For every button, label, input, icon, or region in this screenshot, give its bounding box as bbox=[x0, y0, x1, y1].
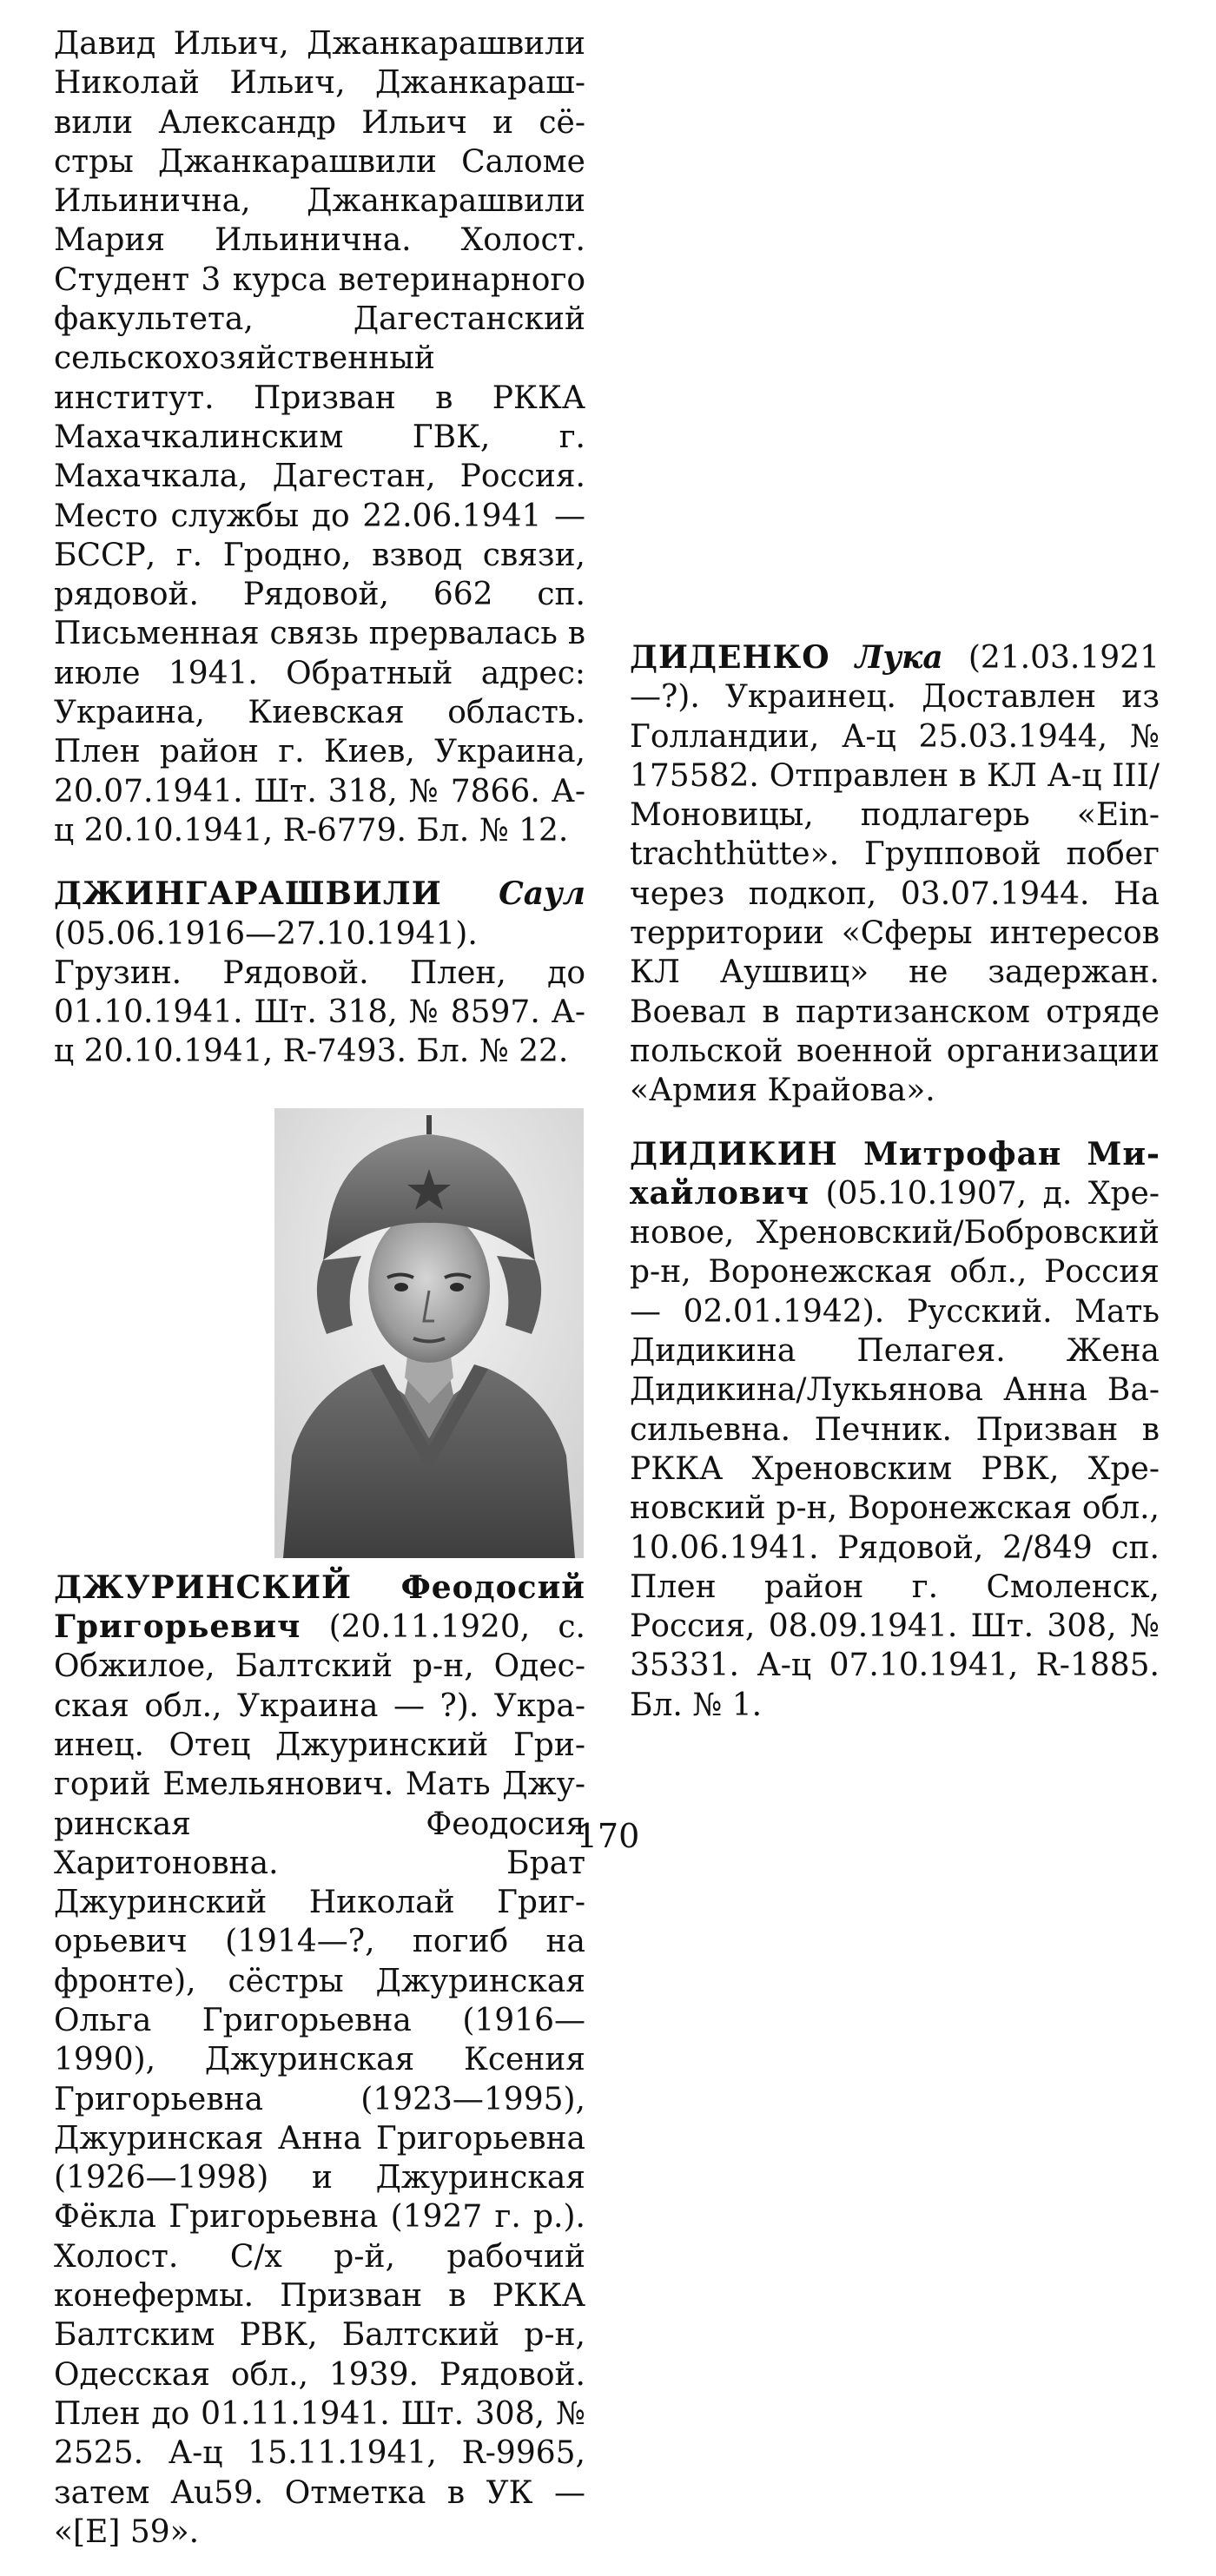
entry-didenko bbox=[630, 638, 1160, 1111]
portrait-photo-frame bbox=[271, 1101, 585, 1562]
entry-dzhingarashvili bbox=[54, 875, 585, 1071]
entry-text: (05.10.1907, д. Хреновое, Хреновский/Бобровский р-н, Воронежская обл., Россия — 02.01.1942). Русский. Мать Дидикина Пелагея. Жена Дидикина/Лукьянова Анна Васильевна. Печник. Призван в РККА Хреновским РВК, Хреновский р-н, Воронежская обл., 10.06.1941. Рядовой, 2/849 сп. Плен район г. Смоленск, Россия, 08.09.1941. Шт. 308, № 35331. А-ц 07.10.1941, R-1885. Бл. № 1. bbox=[630, 1175, 1160, 1723]
entry-surname: ДИДИКИН Митрофан Михайлович bbox=[630, 1135, 1160, 1212]
entry-text: (21.03.1921—?). Украинец. Доставлен из Голландии, А-ц 25.03.1944, № 175582. Отправлен в КЛ А-ц III/Моновицы, подлагерь «Eintrachthütte». Групповой побег через подкоп, 03.07.1944. На территории «Сферы интересов КЛ Аушвиц» не задержан. Воевал в партизанском отряде польской военной организации «Армия Крайова». bbox=[630, 640, 1160, 1109]
entry-didikin bbox=[630, 1135, 1160, 1725]
entry-surname: ДЖУРИНСКИЙ Феодосий Григорьевич bbox=[54, 1569, 585, 1646]
right-column-entries bbox=[630, 638, 1160, 1749]
continuation-paragraph: Давид Ильич, Джанкарашвили Николай Ильич, Джанкарашвили Александр Ильич и сёстры Джанкарашвили Саломе Ильинична, Джанкарашвили Мария Ильинична. Холост. Студент 3 курса ветеринарного факультета, Дагестанский сельскохозяйственный институт. Призван в РККА Махачкалинским ГВК, г. Махачкала, Дагестан, Россия. Место службы до 22.06.1941 — БССР, г. Гродно, взвод связи, рядовой. Рядовой, 662 сп. Письменная связь прервалась в июле 1941. Обратный адрес: Украина, Киевская область. Плен район г. Киев, Украина, 20.07.1941. Шт. 318, № 7866. А-ц 20.10.1941, R-6779. Бл. № 12. bbox=[54, 26, 585, 849]
entry-surname: ДИДЕНКО bbox=[630, 639, 830, 676]
portrait-photo bbox=[274, 1108, 584, 1558]
left-column bbox=[54, 24, 585, 2576]
entry-given-name: Саул bbox=[499, 875, 585, 913]
entry-given-name: Лука bbox=[855, 639, 943, 676]
page-number: 170 bbox=[576, 1817, 640, 1855]
entry-text: (20.11.1920, с. Обжилое, Балтский р-н, Одесская обл., Украина — ?). Украинец. Отец Джуринский Григорий Емельянович. Мать Джуринская Феодосия Харитоновна. Брат Джуринский Николай Григорьевич (1914—?, погиб на фронте), сёстры Джуринская Ольга Григорьевна (1916—1990), Джуринская Ксения Григорьевна (1923—1995), Джуринская Анна Григорьевна (1926—1998) и Джуринская Фёкла Григорьевна (1927 г. р.). Холост. С/х р-й, рабочий конефермы. Призван в РККА Балтским РВК, Балтский р-н, Одесская обл., 1939. Рядовой. Плен до 01.11.1941. Шт. 308, № 2525. А-ц 15.11.1941, R-9965, затем Au59. Отметка в УК — «[E] 59». bbox=[54, 1609, 585, 2550]
entry-surname: ДЖИНГАРАШВИЛИ bbox=[54, 875, 442, 913]
entry-text: (05.06.1916—27.10.1941). Грузин. Рядовой. Плен, до 01.10.1941. Шт. 318, № 8597. А-ц 20.10.1941, R-7493. Бл. № 22. bbox=[54, 915, 585, 1070]
